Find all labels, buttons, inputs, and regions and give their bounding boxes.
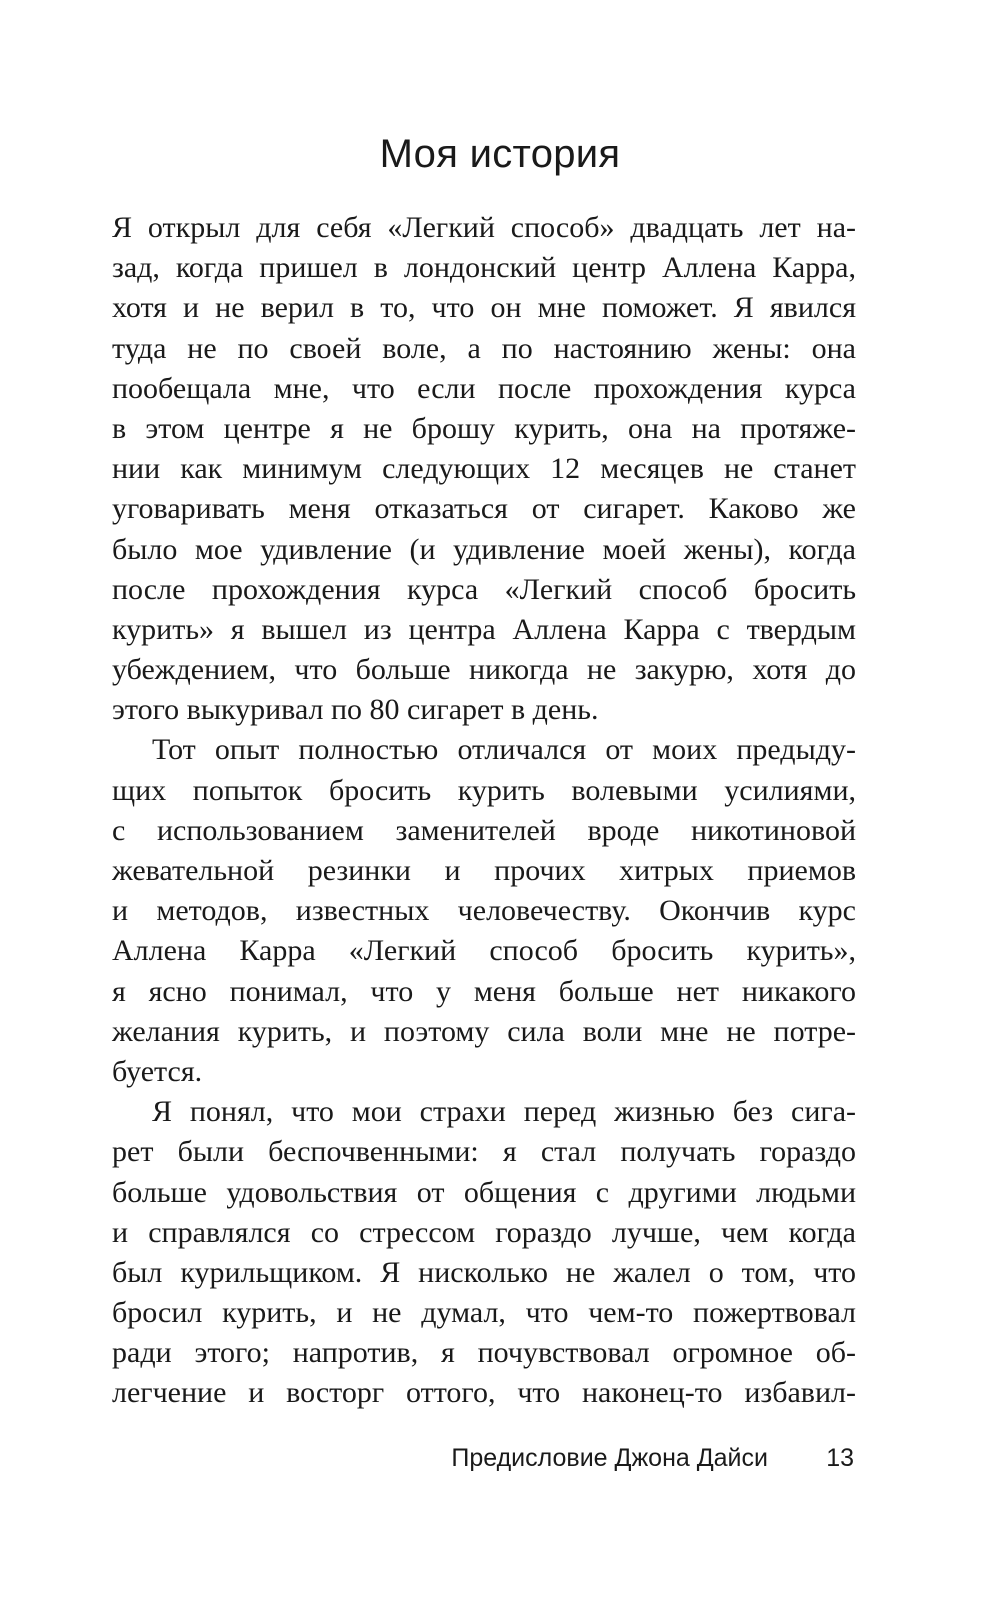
text-line: этого выкуривал по 80 сигарет в день. <box>112 693 599 727</box>
text-line: буется. <box>112 1054 203 1088</box>
text-line: жевательной резинки и прочих хитрых приемов <box>112 854 856 887</box>
text-line: легчение и восторг оттого, что наконец-то избавил- <box>112 1376 856 1410</box>
text-line: было мое удивление (и удивление моей жены), когда <box>112 532 856 566</box>
text-line: туда не по своей воле, а по настоянию жены: она <box>112 331 856 365</box>
text-line: больше удовольствия от общения с другими людьми <box>112 1175 856 1209</box>
running-footer-title: Предисловие Джона Дайси <box>451 1444 768 1472</box>
body-text <box>112 208 856 1414</box>
paragraph-3 <box>112 1092 856 1414</box>
text-line: рет были беспочвенными: я стал получать гораздо <box>112 1135 856 1169</box>
text-line: я ясно понимал, что у меня больше нет никакого <box>112 974 856 1008</box>
text-line: курить» я вышел из центра Аллена Карра с твердым <box>112 612 856 646</box>
text-line: был курильщиком. Я нисколько не жалел о том, что <box>112 1255 856 1289</box>
paragraph-2 <box>112 730 856 1092</box>
text-line: ради этого; напротив, я почувствовал огромное об- <box>112 1336 856 1370</box>
text-line: Я понял, что мои страхи перед жизнью без сига- <box>152 1095 856 1129</box>
text-line: с использованием заменителей вроде никотиновой <box>112 813 856 847</box>
text-line: Тот опыт полностью отличался от моих предыду- <box>152 733 856 767</box>
text-line: и справлялся со стрессом гораздо лучше, чем когда <box>112 1215 856 1249</box>
page-number: 13 <box>826 1444 854 1472</box>
text-line: желания курить, и поэтому сила воли мне не потре- <box>112 1014 856 1048</box>
text-line: щих попыток бросить курить волевыми усилиями, <box>112 773 856 807</box>
text-line: хотя и не верил в то, что он мне поможет. Я явился <box>112 291 856 325</box>
paragraph-1 <box>112 208 856 730</box>
text-line: Аллена Карра «Легкий способ бросить курить», <box>112 934 856 968</box>
text-line: убеждением, что больше никогда не закурю, хотя до <box>112 653 856 687</box>
text-line: зад, когда пришел в лондонский центр Аллена Карра, <box>112 251 856 285</box>
text-line: Я открыл для себя «Легкий способ» двадцать лет на- <box>112 211 856 244</box>
chapter-title: Моя история <box>379 132 621 176</box>
text-line: и методов, известных человечеству. Окончив курс <box>112 894 856 928</box>
text-line: бросил курить, и не думал, что чем-то пожертвовал <box>112 1296 856 1330</box>
text-line: уговаривать меня отказаться от сигарет. Каково же <box>112 492 856 526</box>
text-line: после прохождения курса «Легкий способ бросить <box>112 572 856 606</box>
text-line: в этом центре я не брошу курить, она на протяже- <box>112 411 856 445</box>
text-line: нии как минимум следующих 12 месяцев не станет <box>112 452 856 486</box>
text-line: пообещала мне, что если после прохождения курса <box>112 371 856 405</box>
